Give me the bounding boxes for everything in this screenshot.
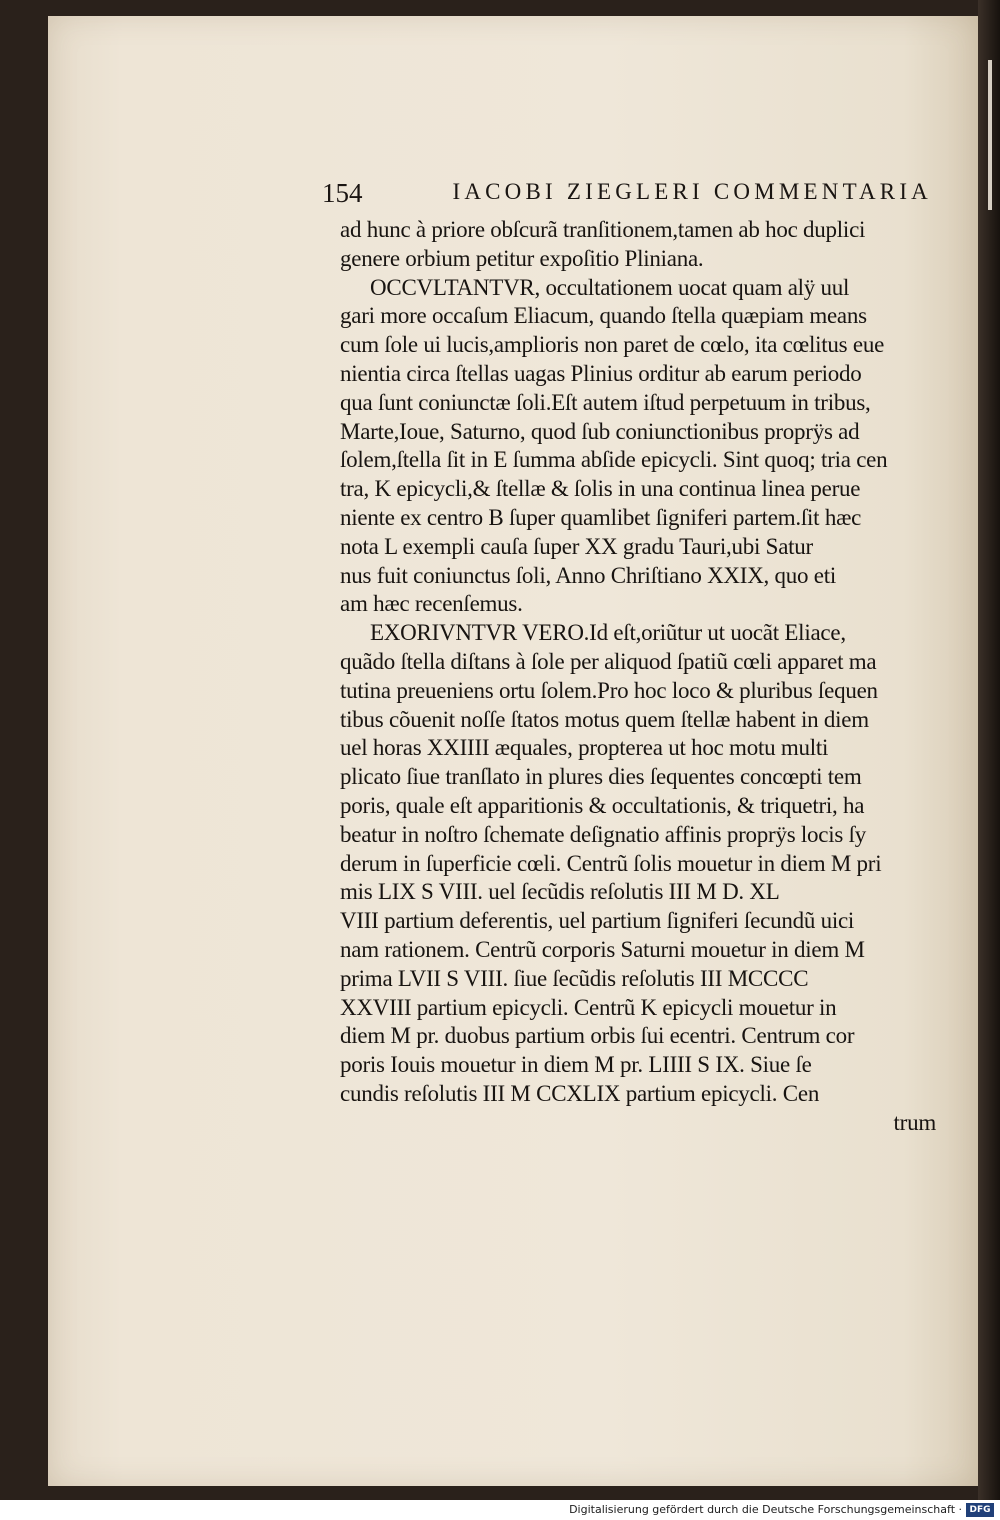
text-line-19: uel horas XXIIII æquales, propterea ut hoc motu multi [340,735,829,761]
text-line-08: Marte,Ioue, Saturno, quod ſub coniunctionibus proprÿs ad [340,418,860,444]
text-line-12: nota L exempli cauſa ſuper XX gradu Tauri,ubi Satur [340,533,813,559]
dfg-logo[interactable]: DFG [966,1503,994,1517]
text-line-26: nam rationem. Centrũ corporis Saturni mouetur in diem M [340,936,865,962]
text-line-22: beatur in noſtro ſchemate deſignatio affinis proprÿs locis ſy [340,821,866,847]
text-line-18: tibus cõuenit noſſe ſtatos motus quem ſtellæ habent in diem [340,706,869,732]
text-line-24: mis LIX S VIII. uel ſecũdis reſolutis III M D. XL [340,879,780,905]
text-line-27: prima LVII S VIII. ſiue ſecũdis reſolutis III MCCCC [340,965,809,991]
page-number: 154 [322,178,363,208]
text-line-15: EXORIVNTVR VERO.Id eſt,oriũtur ut uocãt Eliace, [370,620,846,646]
text-line-02: genere orbium petitur expoſitio Pliniana. [340,245,704,271]
text-line-17: tutina preueniens ortu ſolem.Pro hoc loco & pluribus ſequen [340,677,878,703]
digitization-footer [0,1500,1000,1520]
text-line-04: gari more occaſum Eliacum, quando ſtella quæpiam means [340,303,867,329]
book-spine [978,0,1000,1500]
body-text [340,216,936,1138]
text-line-03: OCCVLTANTVR, occultationem uocat quam alÿ uul [370,274,850,300]
text-line-05: cum ſole ui lucis,amplioris non paret de cœlo, ita cœlitus eue [340,332,885,358]
text-line-09: ſolem,ſtella ſit in E ſumma abſide epicycli. Sint quoq; tria cen [340,447,888,473]
text-line-29: diem M pr. duobus partium orbis ſui ecentri. Centrum cor [340,1023,855,1049]
text-line-20: plicato ſiue tranſlato in plures dies ſequentes concœpti tem [340,764,862,790]
text-line-07: qua ſunt coniunctæ ſoli.Eſt autem iſtud perpetuum in tribus, [340,389,871,415]
text-line-21: poris, quale eſt apparitionis & occultationis, & triquetri, ha [340,792,865,818]
running-title: IACOBI ZIEGLERI COMMENTARIA [452,179,932,204]
text-line-10: tra, K epicycli,& ſtellæ & ſolis in una continua linea perue [340,476,861,502]
text-line-25: VIII partium deferentis, uel partium ſigniferi ſecundũ uici [340,908,855,934]
text-line-30: poris Iouis mouetur in diem M pr. LIIII S IX. Siue ſe [340,1052,812,1078]
text-line-28: XXVIII partium epicycli. Centrũ K epicycli mouetur in [340,994,837,1020]
spine-tab [988,60,992,210]
funding-note: Digitalisierung gefördert durch die Deutsche Forschungsgemeinschaft · [569,1503,962,1516]
text-line-16: quãdo ſtella diſtans à ſole per aliquod ſpatiũ cœli apparet ma [340,648,877,674]
text-line-06: nientia circa ſtellas uagas Plinius orditur ab earum periodo [340,360,862,386]
text-line-23: derum in ſuperficie cœli. Centrũ ſolis mouetur in diem M pri [340,850,882,876]
text-line-01: ad hunc à priore obſcurã tranſitionem,tamen ab hoc duplici [340,217,866,242]
text-line-31: cundis reſolutis III M CCXLIX partium epicycli. Cen [340,1080,820,1106]
catchword: trum [893,1109,936,1135]
text-line-13: nus fuit coniunctus ſoli, Anno Chriſtiano XXIX, quo eti [340,562,837,588]
page-header [322,178,932,212]
text-line-11: niente ex centro B ſuper quamlibet ſigniferi partem.ſit hæc [340,504,862,530]
text-line-14: am hæc recenſemus. [340,591,523,617]
